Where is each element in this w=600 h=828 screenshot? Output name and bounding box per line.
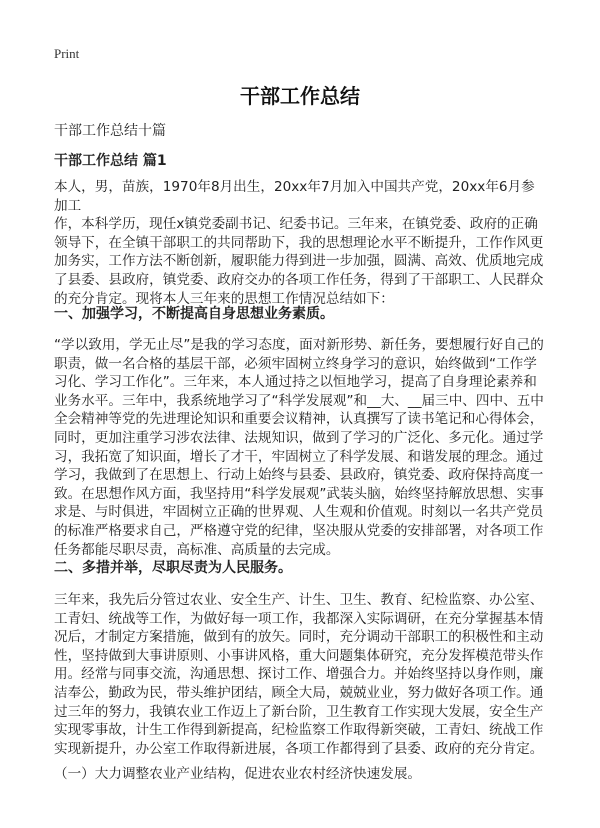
- text-line: 的标准严格要求自己，严格遵守党的纪律，坚决服从党委的安排部署，对各项工作: [54, 522, 544, 539]
- text-line: 况后，才制定方案措施，做到有的放矢。同时，充分调动干部职工的积极性和主动: [54, 629, 544, 646]
- text-line: 求是、与时俱进，牢固树立正确的世界观、人生观和价值观。时刻以一名共产党员: [54, 504, 544, 521]
- section-heading-2: 二、多措并举，尽职尽责为人民服务。: [54, 560, 292, 576]
- text-line: 同时，更加注重学习涉农法律、法规知识，做到了学习的广泛化、多元化。通过学: [54, 429, 544, 446]
- text-line: 了县委、县政府，镇党委、政府交办的各项工作任务，得到了干部职工、人民群众: [54, 271, 544, 288]
- text-line: 习化、学习工作化”。三年来，本人通过持之以恒地学习，提高了自身理论素养和: [54, 374, 537, 391]
- text-line: 本人，男，苗族，1970年8月出生，20xx年7月加入中国共产党，20xx年6月参加工: [54, 179, 535, 214]
- text-line: 加务实，工作方法不断创新，履职能力得到进一步加强，圆满、高效、优质地完成: [54, 253, 544, 270]
- text-line: 习，我拓宽了知识面，增长了才干，牢固树立了科学发展、和谐发展的理念。通过: [54, 448, 544, 465]
- text-line: 实现新提升，办公室工作取得新进展，各项工作都得到了县委、政府的充分肯定。: [54, 740, 544, 757]
- text-line: 用。经常与同事交流，沟通思想、探讨工作、增强合力。并始终坚持以身作则，廉: [54, 666, 544, 683]
- text-line: 实现零事故，计生工作得到新提高，纪检监察工作取得新突破，工青妇、统战工作: [54, 722, 544, 739]
- subsection-heading: （一）大力调整农业产业结构，促进农业农村经济快速发展。: [54, 766, 422, 782]
- text-line: 洁奉公，勤政为民，带头维护团结，顾全大局，兢兢业业，努力做好各项工作。通: [54, 684, 544, 701]
- text-line: 全会精神等党的先进理论知识和重要会议精神，认真撰写了读书笔记和心得体会，: [54, 411, 544, 428]
- paragraph-study: [54, 336, 546, 559]
- text-line: 作，本科学历，现任x镇党委副书记、纪委书记。三年来，在镇党委、政府的正确: [54, 216, 538, 233]
- paragraph-service: [54, 591, 546, 758]
- text-line: 三年来，我先后分管过农业、安全生产、计生、卫生、教育、纪检监察、办公室、: [54, 592, 544, 608]
- text-line: 学习，我做到了在思想上、行动上始终与县委、县政府，镇党委、政府保持高度一: [54, 467, 544, 484]
- page-title: 干部工作总结: [240, 84, 360, 108]
- text-line: 领导下，在全镇干部职工的共同帮助下，我的思想理论水平不断提升，工作作风更: [54, 234, 544, 251]
- text-line: 过三年的努力，我镇农业工作迈上了新台阶，卫生教育工作实现大发展，安全生产: [54, 703, 544, 720]
- text-line: “学以致用，学无止尽”是我的学习态度，面对新形势、新任务，要想履行好自己的: [54, 337, 544, 353]
- section-heading-1: 一、加强学习，不断提高自身思想业务素质。: [54, 306, 334, 322]
- paragraph-intro: [54, 178, 546, 308]
- text-line: 的充分肯定。现将本人三年来的思想工作情况总结如下：: [54, 290, 394, 307]
- text-line: 性，坚持做到大事讲原则、小事讲风格，重大问题集体研究，充分发挥模范带头作: [54, 647, 544, 664]
- text-line: 任务都能尽职尽责，高标准、高质量的去完成。: [54, 541, 340, 558]
- text-line: 职责，做一名合格的基层干部，必须牢固树立终身学习的意识，始终做到“工作学: [54, 355, 537, 372]
- text-line: 工青妇、统战等工作，为做好每一项工作，我都深入实际调研，在充分掌握基本情: [54, 610, 544, 627]
- text-line: 致。在思想作风方面，我坚持用“科学发展观”武装头脑，始终坚持解放思想、实事: [54, 485, 544, 502]
- text-line: 业务水平。三年中，我系统地学习了“科学发展观”和__大、__届三中、四中、五中: [54, 392, 544, 409]
- print-link[interactable]: Print: [54, 46, 80, 61]
- part-heading: 干部工作总结 篇1: [54, 153, 167, 169]
- document-subtitle: 干部工作总结十篇: [54, 123, 166, 139]
